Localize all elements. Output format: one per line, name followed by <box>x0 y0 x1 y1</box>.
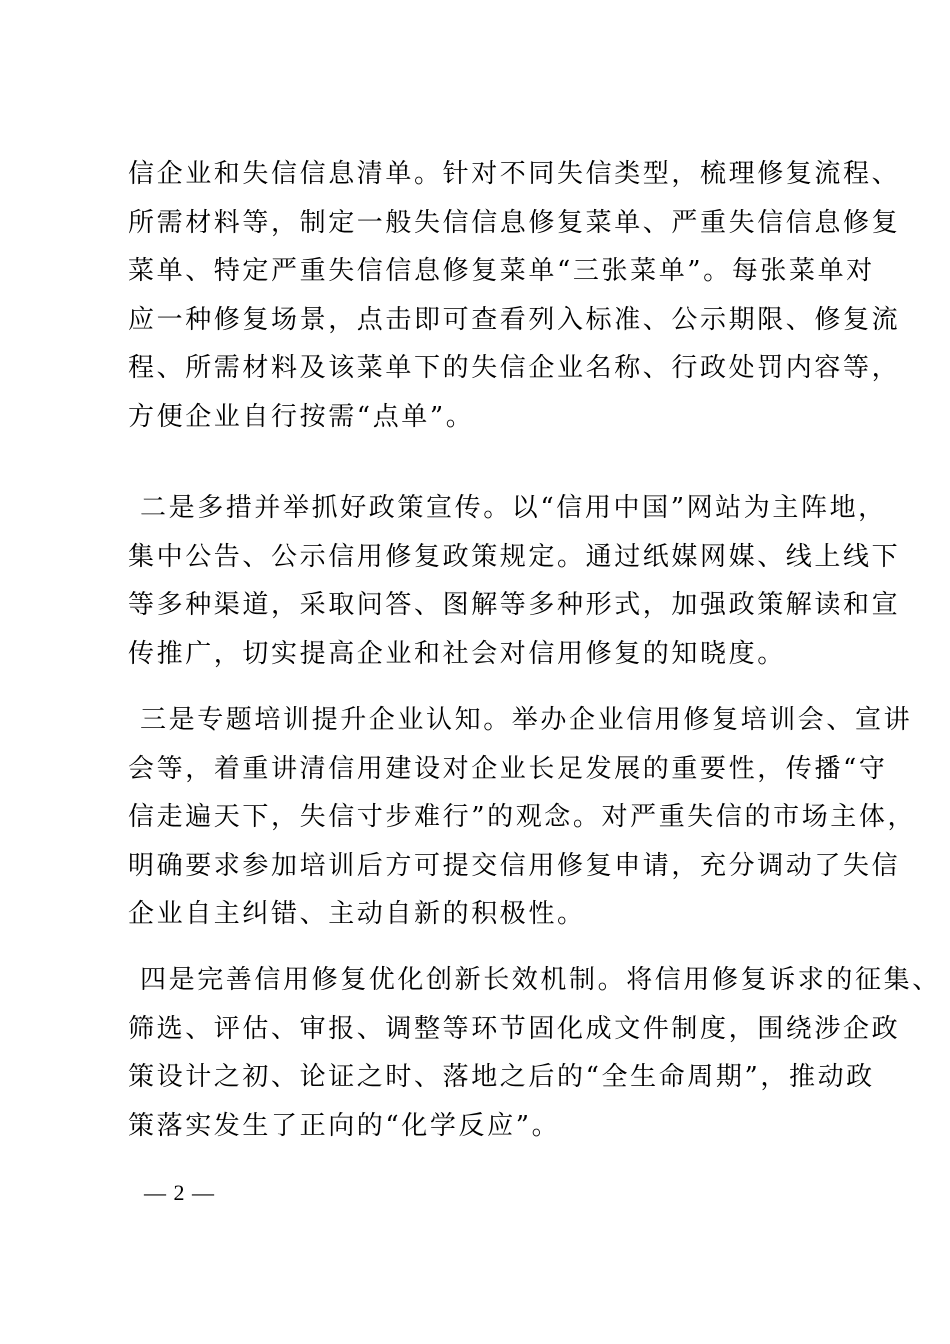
text-line: 等多种渠道，采取问答、图解等多种形式，加强政策解读和宣 <box>128 590 901 620</box>
text-line: 方便企业自行按需“点单”。 <box>128 401 475 432</box>
paragraph-special-training <box>128 696 917 939</box>
page-number: — 2 — <box>144 1180 215 1205</box>
paragraph-credit-repair-menus <box>128 150 901 441</box>
text-line: 程、所需材料及该菜单下的失信企业名称、行政处罚内容等， <box>128 353 901 383</box>
text-line: 企业自主纠错、主动自新的积极性。 <box>128 899 586 929</box>
text-line: 传推广，切实提高企业和社会对信用修复的知晓度。 <box>128 638 786 669</box>
text-line: 策设计之初、论证之时、落地之后的“全生命周期”，推动政 <box>128 1062 875 1092</box>
text-line: 策落实发生了正向的“化学反应”。 <box>128 1110 561 1141</box>
text-line: 信走遍天下，失信寸步难行”的观念。对严重失信的市场主体， <box>128 802 917 832</box>
paragraph-policy-promotion <box>128 484 901 678</box>
text-line: 二是多措并举抓好政策宣传。以“信用中国”网站为主阵地， <box>140 493 887 523</box>
text-line: 应一种修复场景，点击即可查看列入标准、公示期限、修复流 <box>128 304 901 335</box>
text-line: 集中公告、公示信用修复政策规定。通过纸媒网媒、线上线下 <box>128 541 901 572</box>
text-line: 所需材料等，制定一般失信信息修复菜单、严重失信信息修复 <box>128 207 901 238</box>
paragraph-long-term-mechanism <box>128 956 941 1150</box>
text-line: 筛选、评估、审报、调整等环节固化成文件制度，围绕涉企政 <box>128 1013 901 1044</box>
text-line: 明确要求参加培训后方可提交信用修复申请，充分调动了失信 <box>128 850 901 881</box>
text-line: 三是专题培训提升企业认知。举办企业信用修复培训会、宣讲 <box>140 705 913 735</box>
text-line: 菜单、特定严重失信信息修复菜单“三张菜单”。每张菜单对 <box>128 256 875 286</box>
text-line: 会等，着重讲清信用建设对企业长足发展的重要性，传播“守 <box>128 753 888 784</box>
text-line: 信企业和失信信息清单。针对不同失信类型，梳理修复流程、 <box>128 159 901 189</box>
text-line: 四是完善信用修复优化创新长效机制。将信用修复诉求的征集、 <box>140 965 941 995</box>
